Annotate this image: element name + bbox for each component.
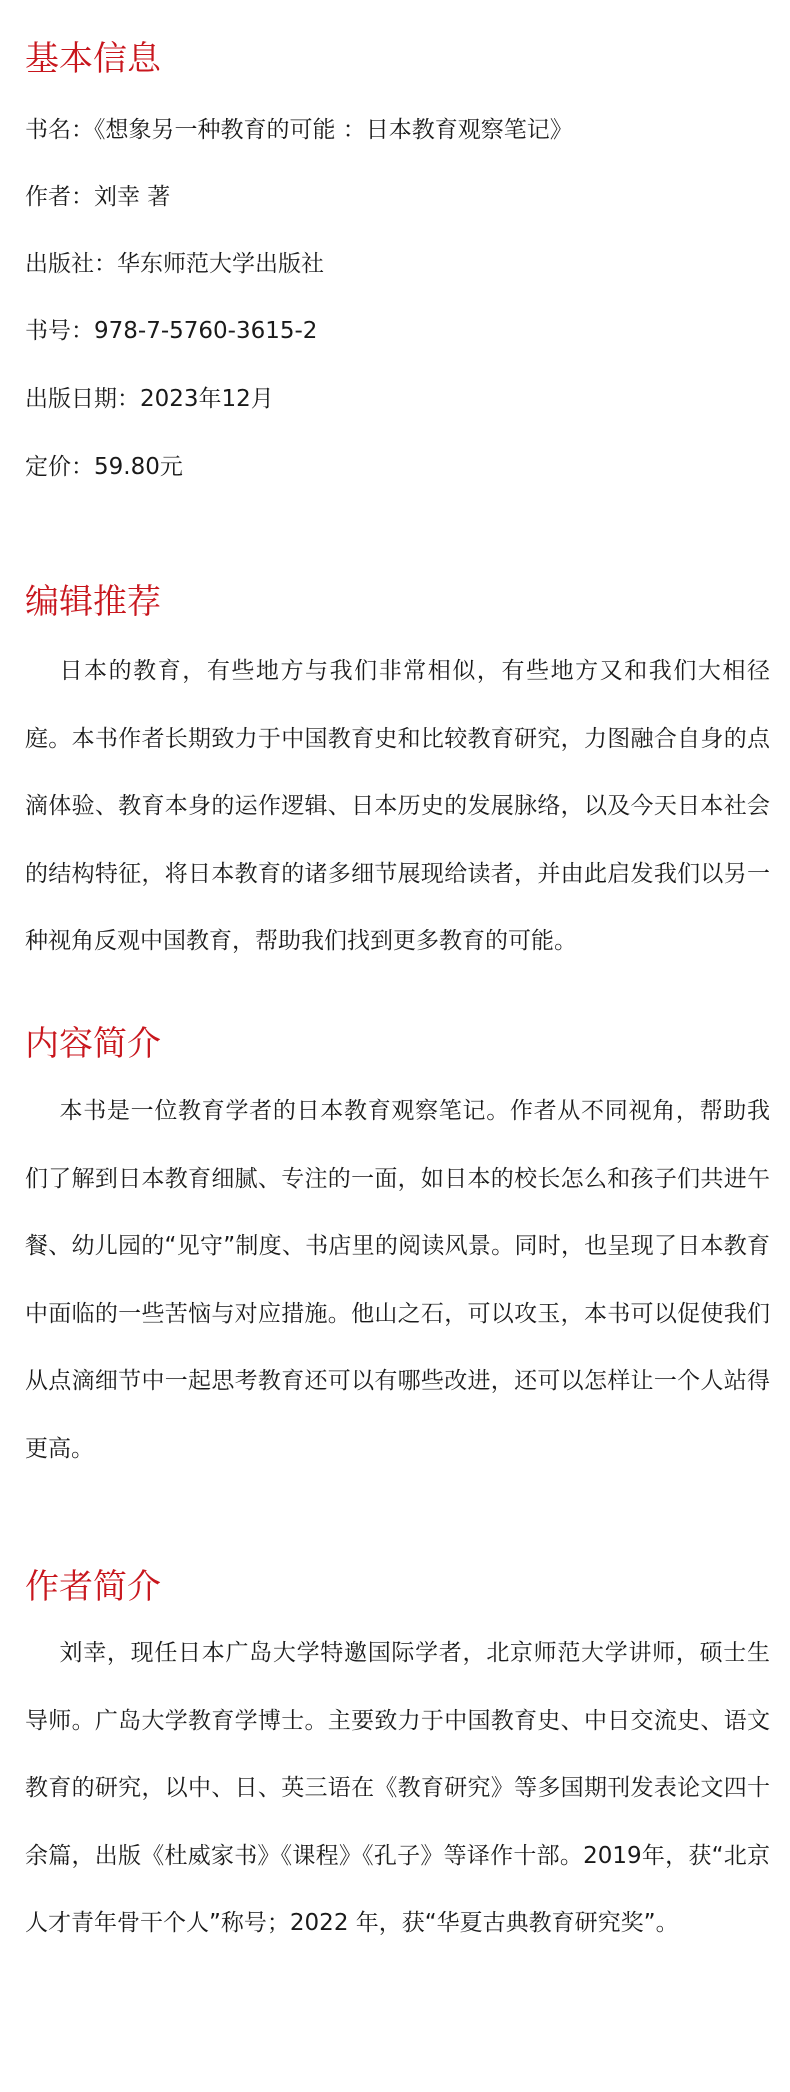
author-intro-heading: 作者简介 xyxy=(25,1567,161,1607)
author-intro-text: 刘幸，现任日本广岛大学特邀国际学者，北京师范大学讲师，硕士生导师。广岛大学教育学博士。主要致力于中国教育史、中日交流史、语文教育的研究，以中、日、英三语在《教育研究》等多国期刊发表论文四十余篇，出版《杜威家书》《课程》《孔子》等译作十部。2019年，获“北京人才青年骨干个人”称号；2022 年，获“华夏古典教育研究奖”。 xyxy=(25,1640,770,1936)
publisher-line: 出版社：华东师范大学出版社 xyxy=(25,251,324,277)
author-line: 作者：刘幸 著 xyxy=(25,184,171,210)
content-summary-heading: 内容简介 xyxy=(25,1024,161,1064)
price-line: 定价：59.80元 xyxy=(25,454,183,480)
isbn-line: 书号：978-7-5760-3615-2 xyxy=(25,318,318,344)
editor-recommendation-heading: 编辑推荐 xyxy=(25,582,161,622)
content-summary-text: 本书是一位教育学者的日本教育观察笔记。作者从不同视角，帮助我们了解到日本教育细腻、专注的一面，如日本的校长怎么和孩子们共进午餐、幼儿园的“见守”制度、书店里的阅读风景。同时，也呈现了日本教育中面临的一些苦恼与对应措施。他山之石，可以攻玉，本书可以促使我们从点滴细节中一起思考教育还可以有哪些改进，还可以怎样让一个人站得更高。 xyxy=(25,1098,770,1462)
editor-recommendation-text: 日本的教育，有些地方与我们非常相似，有些地方又和我们大相径庭。本书作者长期致力于中国教育史和比较教育研究，力图融合自身的点滴体验、教育本身的运作逻辑、日本历史的发展脉络，以及今天日本社会的结构特征，将日本教育的诸多细节展现给读者，并由此启发我们以另一种视角反观中国教育，帮助我们找到更多教育的可能。 xyxy=(25,658,770,954)
basic-info-heading: 基本信息 xyxy=(25,39,161,79)
publish-date-line: 出版日期：2023年12月 xyxy=(25,386,274,412)
book-title-line: 书名：《想象另一种教育的可能 ：日本教育观察笔记》 xyxy=(25,117,573,143)
